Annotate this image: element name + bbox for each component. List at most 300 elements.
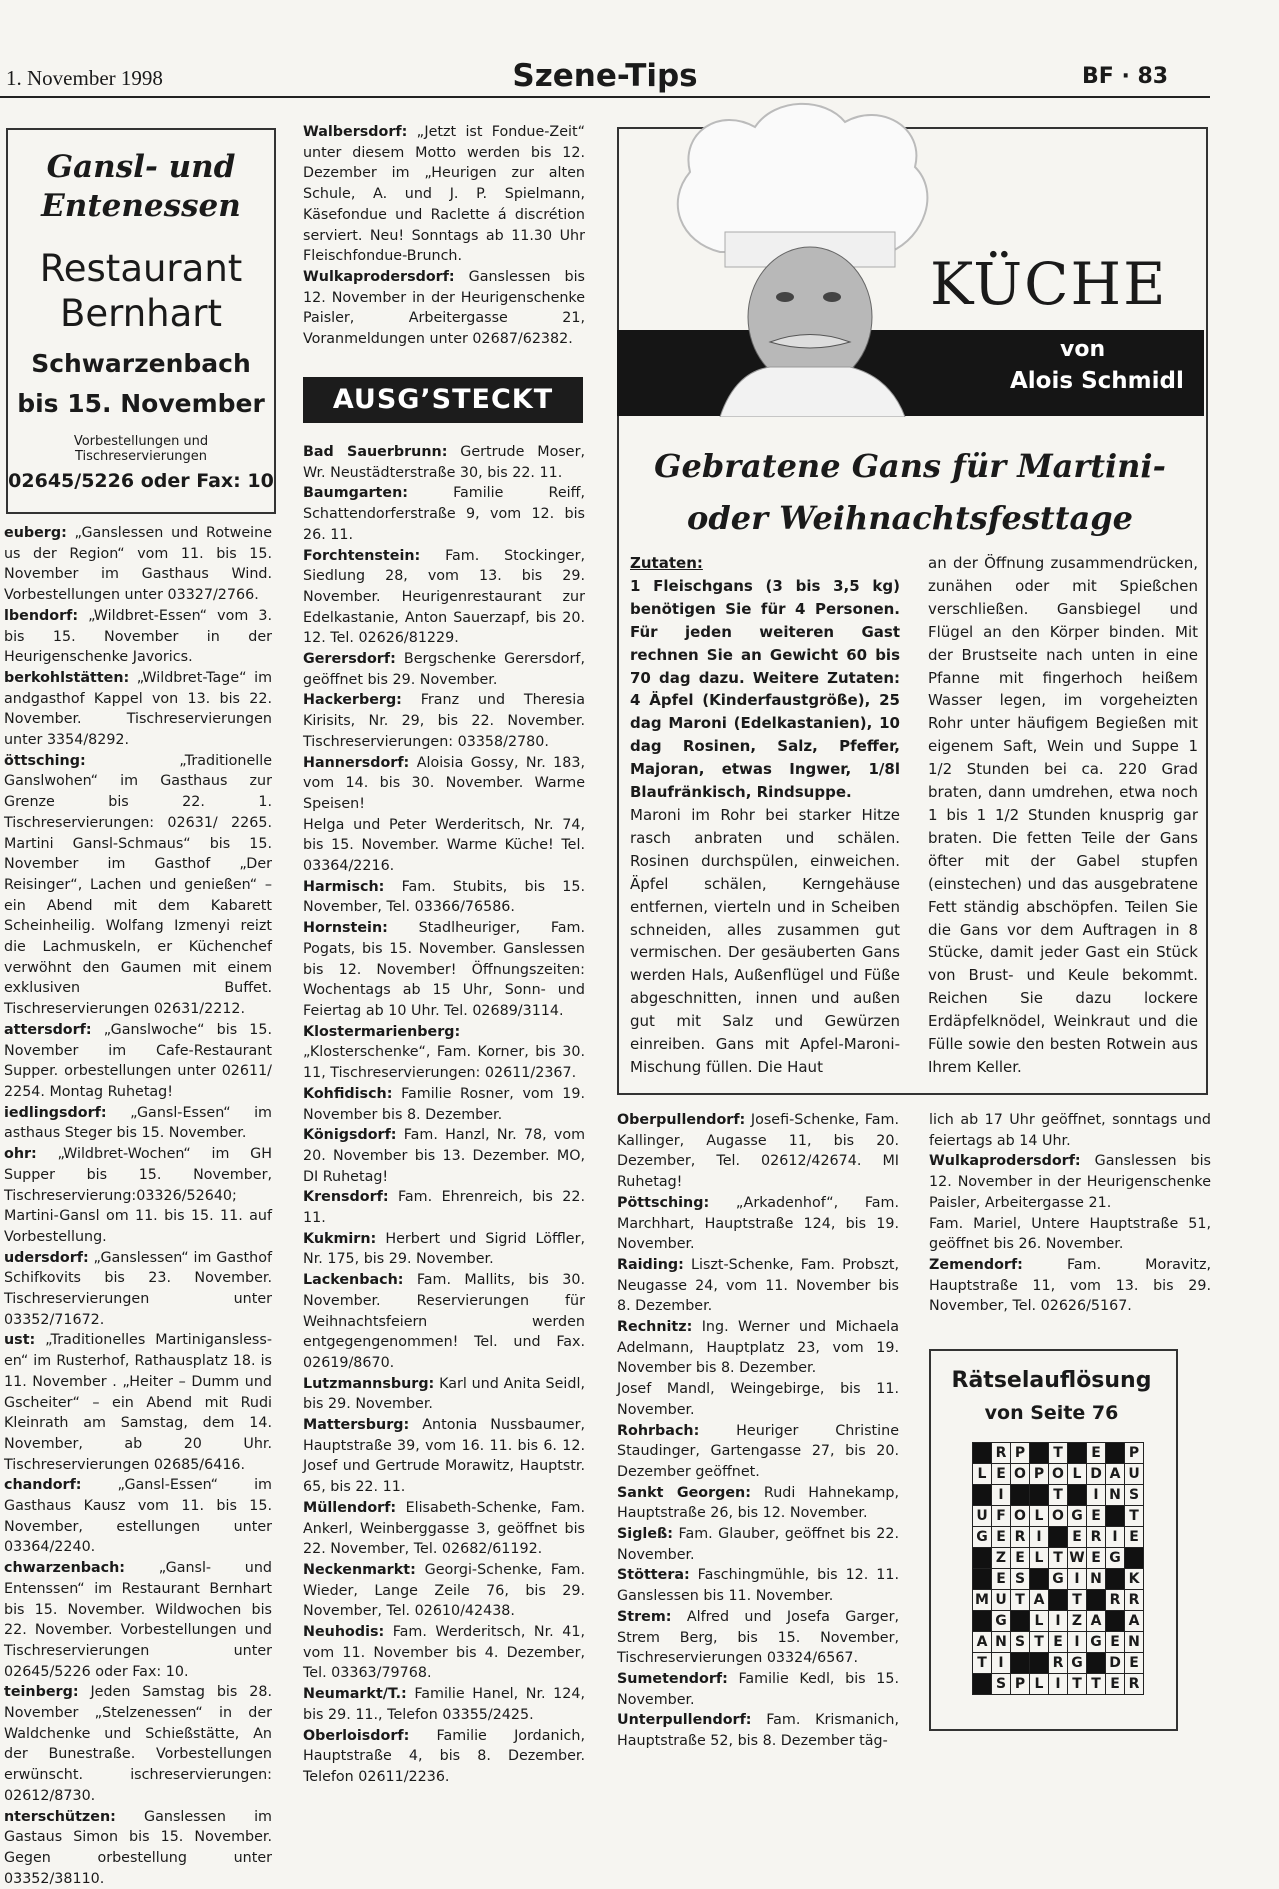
puzzle-letter-cell: E: [1125, 1527, 1144, 1548]
listing-place: Kukmirn:: [303, 1230, 377, 1247]
puzzle-letter-cell: I: [1068, 1632, 1087, 1653]
listing-place: Lutzmannsburg:: [303, 1375, 435, 1392]
puzzle-row: [973, 1485, 1144, 1506]
listing-text: Familie Hanel, Nr. 124, bis 29. 11., Telefon 03355/2425.: [303, 1686, 585, 1723]
puzzle-letter-cell: A: [1106, 1464, 1125, 1485]
listing-place: iedlingsdorf:: [4, 1104, 107, 1121]
puzzle-black-cell: [1011, 1485, 1030, 1506]
listing-entry: [4, 1103, 272, 1144]
listing-entry: [303, 483, 585, 545]
listing-entry: [617, 1607, 899, 1669]
puzzle-letter-cell: E: [1125, 1653, 1144, 1674]
puzzle-black-cell: [1011, 1653, 1030, 1674]
puzzle-black-cell: [973, 1611, 992, 1632]
puzzle-black-cell: [1030, 1485, 1049, 1506]
listing-text: Jeden Samstag bis 28. November „Stelzenessen“ in der Waldchenke und Schießstätte, An der Bunestraße. Vorbestellungen erwünscht. ischreservierungen: 02612/8730.: [4, 1684, 272, 1804]
puzzle-letter-cell: E: [992, 1464, 1011, 1485]
puzzle-row: [973, 1464, 1144, 1485]
listing-entry: [617, 1110, 899, 1193]
puzzle-letter-cell: E: [992, 1569, 1011, 1590]
listing-text: Fam. Mariel, Untere Hauptstraße 51, geöffnet bis 26. November.: [929, 1215, 1211, 1253]
puzzle-black-cell: [1106, 1569, 1125, 1590]
listing-place: chandorf:: [4, 1477, 82, 1494]
listing-place: Wulkaprodersdorf:: [303, 268, 455, 285]
puzzle-letter-cell: R: [992, 1443, 1011, 1464]
puzzle-letter-cell: R: [1125, 1674, 1144, 1695]
puzzle-letter-cell: T: [1068, 1674, 1087, 1695]
puzzle-letter-cell: T: [1125, 1506, 1144, 1527]
listing-place: Stöttera:: [617, 1567, 690, 1584]
puzzle-letter-cell: S: [1125, 1485, 1144, 1506]
ingredients-text: 1 Fleischgans (3 bis 3,5 kg) benötigen Sie für 4 Personen. Für jeden weiteren Gast rechnen Sie an Gewicht 60 bis 70 dag dazu. Weitere Zutaten: 4 Äpfel (Kinderfaustgröße), 25 dag Maroni (Edelkastanien), 10 dag Rosinen, Salz, Pfeffer, Majoran, etwas Ingwer, 1/8l Blaufränkisch, Rindsuppe.: [630, 576, 900, 802]
puzzle-letter-cell: R: [1125, 1590, 1144, 1611]
listing-place: Königsdorf:: [303, 1127, 397, 1144]
listing-place: Sigleß:: [617, 1526, 674, 1543]
listing-text: „Arkadenhof“, Fam. Marchhart, Hauptstraße 124, bis 19. November.: [617, 1194, 899, 1253]
listing-entry: [4, 1144, 272, 1248]
ad-headline-line1: Gansl- und: [46, 149, 236, 185]
section-title: Szene-Tips: [512, 58, 698, 94]
listing-text: lich ab 17 Uhr geöffnet, sonntags und feiertags ab 14 Uhr.: [929, 1112, 1211, 1149]
listing-place: attersdorf:: [4, 1021, 92, 1038]
puzzle-letter-cell: E: [1011, 1548, 1030, 1569]
recipe-right-column: [928, 552, 1198, 1079]
puzzle-letter-cell: I: [1068, 1569, 1087, 1590]
listing-entry: [617, 1483, 899, 1524]
puzzle-black-cell: [1030, 1569, 1049, 1590]
puzzle-letter-cell: E: [1087, 1548, 1106, 1569]
puzzle-letter-cell: P: [1030, 1464, 1049, 1485]
listing-entry: [303, 1622, 585, 1684]
puzzle-letter-cell: S: [1011, 1569, 1030, 1590]
listing-place: Bad Sauerbrunn:: [303, 444, 448, 460]
listing-entry: [303, 1684, 585, 1725]
puzzle-letter-cell: U: [1125, 1464, 1144, 1485]
listing-place: Oberloisdorf:: [303, 1727, 410, 1744]
header-date: 1. November 1998: [6, 66, 163, 90]
puzzle-letter-cell: I: [1106, 1527, 1125, 1548]
recipe-title-line1: Gebratene Gans für Martini-: [654, 447, 1166, 485]
puzzle-black-cell: [973, 1548, 992, 1569]
ad-name-line2: Bernhart: [59, 292, 222, 335]
puzzle-letter-cell: T: [1049, 1443, 1068, 1464]
listing-text: Familie Jordanich, Hauptstraße 4, bis 8. Dezember. Telefon 02611/2236.: [303, 1727, 585, 1785]
listing-entry: [617, 1317, 899, 1379]
listing-place: teinberg:: [4, 1684, 79, 1701]
listing-entry: [4, 606, 272, 668]
listing-entry: [303, 546, 585, 650]
listing-text: Ganslessen im Gastaus Simon bis 15. November. Gegen orbestellung unter 03352/38110.: [4, 1808, 272, 1887]
recipe-title: [640, 440, 1180, 544]
puzzle-letter-cell: T: [1068, 1590, 1087, 1611]
puzzle-black-cell: [1106, 1443, 1125, 1464]
puzzle-letter-cell: T: [1087, 1674, 1106, 1695]
listing-text: Familie Reiff, Schattendorferstraße 9, vom 12. bis 26. 11.: [303, 485, 585, 543]
puzzle-letter-cell: D: [1106, 1653, 1125, 1674]
puzzle-letter-cell: A: [973, 1632, 992, 1653]
puzzle-letter-cell: I: [992, 1653, 1011, 1674]
listing-entry: [617, 1255, 899, 1317]
listing-entry: [303, 918, 585, 1022]
listing-place: Hannersdorf:: [303, 754, 410, 771]
recipe-steps-right: an der Öffnung zusammendrücken, zunähen oder mit Spießchen verschließen. Gansbiegel und Flügel an den Körper binden. Mit der Brustseite nach unten in eine Pfanne mit fingerhoch heißem Wasser legen, im vorgeheizten Rohr unter häufigem Begießen mit eigenem Saft, Wein und Suppe 1 1/2 Stunden bei ca. 220 Grad braten, dann umdrehen, etwa noch 1 bis 1 1/2 Stunden knusprig gar braten. Die fetten Teile der Gans öfter mit der Gabel stupfen (einstechen) und das ausgebratene Fett ständig abschöpfen. Teilen Sie die Gans vor dem Auftragen in 8 Stücke, damit jeder Gast ein Stück von Brust- und Keule bekommt. Reichen Sie dazu lockere Erdäpfelknödel, Weinkraut und die Fülle sowie den besten Rotwein aus Ihrem Keller.: [928, 554, 1198, 1076]
listing-text: Josef Mandl, Weingebirge, bis 11. November.: [617, 1381, 899, 1418]
listing-place: nterschützen:: [4, 1808, 116, 1825]
puzzle-subtitle: von Seite 76: [984, 1402, 1119, 1424]
listing-text: Fam. Moravitz, Hauptstraße 11, vom 13. bis 29. November, Tel. 02626/5167.: [929, 1256, 1211, 1315]
puzzle-letter-cell: G: [973, 1527, 992, 1548]
listing-entry: [929, 1255, 1211, 1317]
listing-entry: [303, 267, 585, 350]
puzzle-letter-cell: P: [1011, 1443, 1030, 1464]
puzzle-letter-cell: T: [1049, 1485, 1068, 1506]
puzzle-black-cell: [973, 1443, 992, 1464]
listing-place: Forchtenstein:: [303, 547, 421, 564]
listing-text: Fam. Stubits, bis 15. November, Tel. 03366/76586.: [303, 878, 585, 916]
puzzle-letter-cell: P: [1125, 1443, 1144, 1464]
listing-entry: [617, 1421, 899, 1483]
listing-entry: [4, 751, 272, 1020]
puzzle-black-cell: [1087, 1653, 1106, 1674]
puzzle-letter-cell: W: [1068, 1548, 1087, 1569]
puzzle-black-cell: [1030, 1653, 1049, 1674]
listing-entry: [929, 1151, 1211, 1213]
listing-text: Josefi-Schenke, Fam. Kallinger, Augasse 11, bis 20. Dezember, Tel. 02612/42674. MI Ruhetag!: [617, 1112, 899, 1191]
puzzle-letter-cell: T: [973, 1653, 992, 1674]
listing-text: „Traditionelle Ganslwohen“ im Gasthaus zur Grenze bis 22. 1. Tischreservierungen: 02631/ 2265. Martini Gansl-Schmaus“ bis 15. November im Gasthof „Der Reisinger“, Lachen und genießen“ – ein Abend mit dem Kabarett Scheinheilig. Wolfang Izmenyi reizt die Lachmuskeln, er Küchenchef verwöhnt den Gaumen mit einem exklusiven Buffet. Tischreservierungen 02631/2212.: [4, 752, 272, 1018]
listing-entry: [303, 1187, 585, 1228]
listing-entry: [303, 1415, 585, 1498]
author-name: Alois Schmidl: [1010, 368, 1184, 394]
listing-text: Ganslessen bis 12. November in der Heurigenschenke Paisler, Arbeitergasse 21, Voranmeldungen unter 02687/62382.: [303, 268, 585, 348]
puzzle-letter-cell: G: [1068, 1506, 1087, 1527]
ad-name-line1: Restaurant: [39, 247, 243, 290]
puzzle-letter-cell: S: [992, 1674, 1011, 1695]
puzzle-letter-cell: R: [1011, 1527, 1030, 1548]
listing-place: lbendorf:: [4, 607, 79, 624]
listing-place: Strem:: [617, 1608, 672, 1625]
ad-headline-line2: Entenessen: [41, 188, 241, 224]
puzzle-letter-cell: L: [1030, 1548, 1049, 1569]
listing-entry: [617, 1379, 899, 1420]
listing-place: Neuhodis:: [303, 1624, 385, 1641]
listing-place: Rohrbach:: [617, 1422, 700, 1439]
listing-place: Oberpullendorf:: [617, 1112, 746, 1128]
listing-text: Fam. Glauber, geöffnet bis 22. November.: [617, 1526, 899, 1563]
listing-entry: [4, 1682, 272, 1806]
puzzle-letter-cell: L: [1068, 1464, 1087, 1485]
listing-text: Ing. Werner und Michaela Adelmann, Hauptplatz 23, vom 19. November bis 8. Dezember.: [617, 1319, 899, 1377]
puzzle-grid: [972, 1442, 1144, 1695]
listing-place: Raiding:: [617, 1256, 684, 1273]
puzzle-black-cell: [1049, 1527, 1068, 1548]
listing-place: Hackerberg:: [303, 692, 402, 709]
listing-place: Harmisch:: [303, 878, 385, 895]
listing-entry: [617, 1565, 899, 1606]
listing-text: „Jetzt ist Fondue-Zeit“ unter diesem Motto werden bis 12. Dezember im „Heurigen zur alten Schule, A. und J. P. Spielmann, Käsefondue und Raclette á discrétion serviert. Neu! Sonntags ab 11.30 Uhr Fleischfondue-Brunch.: [303, 124, 585, 265]
listing-place: Krensdorf:: [303, 1189, 389, 1206]
listing-entry: [303, 877, 585, 918]
puzzle-letter-cell: O: [1011, 1464, 1030, 1485]
puzzle-black-cell: [973, 1485, 992, 1506]
listing-entry: [4, 1558, 272, 1682]
puzzle-letter-cell: I: [1049, 1674, 1068, 1695]
header-rule: [0, 96, 1210, 98]
listing-text: Antonia Nussbaumer, Hauptstraße 39, vom 16. 11. bis 6. 12. Josef und Gertrude Morawitz, Hauptstr. 65, bis 22. 11.: [303, 1417, 585, 1496]
listing-place: Kohfidisch:: [303, 1085, 393, 1102]
puzzle-letter-cell: O: [1049, 1464, 1068, 1485]
listing-text: Heuriger Christine Staudinger, Gartengasse 27, bis 20. Dezember geöffnet.: [617, 1422, 899, 1480]
listing-text: „Gansl-Essen“ im asthaus Steger bis 15. November.: [4, 1104, 272, 1142]
listing-place: Neckenmarkt:: [303, 1561, 416, 1578]
listing-text: Alfred und Josefa Garger, Strem Berg, bis 15. November, Tischreservierungen 03324/6567.: [617, 1608, 899, 1667]
listing-place: Mattersburg:: [303, 1417, 410, 1434]
puzzle-letter-cell: E: [1049, 1632, 1068, 1653]
puzzle-letter-cell: T: [1049, 1548, 1068, 1569]
puzzle-letter-cell: E: [1106, 1632, 1125, 1653]
listing-place: chwarzenbach:: [4, 1560, 126, 1577]
listing-entry: [929, 1110, 1211, 1151]
listing-entry: [4, 1020, 272, 1103]
puzzle-black-cell: [1030, 1443, 1049, 1464]
puzzle-letter-cell: L: [973, 1464, 992, 1485]
listing-entry: [303, 1229, 585, 1270]
listing-place: Sankt Georgen:: [617, 1484, 751, 1501]
puzzle-row: [973, 1653, 1144, 1674]
ad-phone: 02645/5226 oder Fax: 10: [8, 470, 274, 492]
restaurant-ad: [6, 128, 276, 514]
puzzle-letter-cell: L: [1030, 1674, 1049, 1695]
ausgsteckt-banner: AUSG’STECKT: [303, 377, 583, 423]
listing-text: Ganslessen bis 12. November in der Heurigenschenke Paisler, Arbeitergasse 21.: [929, 1153, 1211, 1211]
puzzle-black-cell: [1068, 1485, 1087, 1506]
listing-text: Gertrude Moser, Wr. Neustädterstraße 30, bis 22. 11.: [303, 444, 585, 481]
puzzle-letter-cell: R: [1049, 1653, 1068, 1674]
listing-entry: [303, 1022, 585, 1084]
puzzle-black-cell: [1068, 1443, 1087, 1464]
puzzle-letter-cell: E: [1106, 1674, 1125, 1695]
puzzle-row: [973, 1569, 1144, 1590]
puzzle-black-cell: [973, 1569, 992, 1590]
listing-place: Walbersdorf:: [303, 124, 408, 140]
listing-place: Zemendorf:: [929, 1256, 1023, 1273]
puzzle-letter-cell: T: [1011, 1590, 1030, 1611]
listing-text: Fam. Werderitsch, Nr. 41, vom 11. November bis 4. Dezember, Tel. 03363/79768.: [303, 1624, 585, 1682]
listing-place: ohr:: [4, 1146, 37, 1163]
puzzle-row: [973, 1506, 1144, 1527]
puzzle-black-cell: [1087, 1590, 1106, 1611]
listing-entry: [4, 1475, 272, 1558]
listing-text: Aloisia Gossy, Nr. 183, vom 14. bis 30. November. Warme Speisen!: [303, 754, 585, 812]
listing-entry: [617, 1524, 899, 1565]
puzzle-letter-cell: D: [1087, 1464, 1106, 1485]
listing-place: Pöttsching:: [617, 1194, 710, 1211]
listing-place: Müllendorf:: [303, 1499, 397, 1516]
listing-place: berkohlstätten:: [4, 669, 130, 686]
chef-photo: [660, 92, 950, 417]
listing-place: Neumarkt/T.:: [303, 1686, 407, 1703]
listing-text: Familie Rosner, vom 19. November bis 8. Dezember.: [303, 1085, 585, 1123]
puzzle-letter-cell: U: [973, 1506, 992, 1527]
listings-column-4: [929, 1110, 1211, 1317]
recipe-column-title: KÜCHE: [930, 250, 1168, 318]
puzzle-black-cell: [1049, 1590, 1068, 1611]
puzzle-letter-cell: Z: [992, 1548, 1011, 1569]
listing-place: euberg:: [4, 525, 67, 541]
puzzle-row: [973, 1632, 1144, 1653]
listing-entry: [4, 668, 272, 751]
listing-entry: [4, 1330, 272, 1475]
listing-text: „Klosterschenke“, Fam. Korner, bis 30. 11, Tischreservierungen: 02611/2367.: [303, 1044, 585, 1082]
listing-place: udersdorf:: [4, 1249, 89, 1266]
puzzle-black-cell: [1125, 1548, 1144, 1569]
listing-text: Herbert und Sigrid Löffler, Nr. 175, bis 29. November.: [303, 1230, 585, 1268]
puzzle-letter-cell: N: [992, 1632, 1011, 1653]
author-von: von: [1060, 337, 1106, 362]
listing-place: Wulkaprodersdorf:: [929, 1153, 1081, 1170]
puzzle-letter-cell: O: [1011, 1506, 1030, 1527]
puzzle-letter-cell: I: [1049, 1611, 1068, 1632]
listing-entry: [303, 1084, 585, 1125]
listing-entry: [303, 815, 585, 877]
listing-entry: [303, 1726, 585, 1788]
puzzle-letter-cell: G: [992, 1611, 1011, 1632]
listings-column-2: [303, 122, 585, 350]
listing-text: Fam. Mallits, bis 30. November. Reservierungen für Weihnachtsfeiern werden entgegengenommen! Tel. und Fax. 02619/8670.: [303, 1272, 585, 1371]
puzzle-letter-cell: E: [992, 1527, 1011, 1548]
listing-entry: [929, 1214, 1211, 1255]
puzzle-letter-cell: G: [1106, 1548, 1125, 1569]
listings-column-3: [617, 1110, 899, 1752]
puzzle-letter-cell: N: [1087, 1569, 1106, 1590]
listing-text: Elisabeth-Schenke, Fam. Ankerl, Weinberggasse 3, geöffnet bis 22. November, Tel. 02682/61192.: [303, 1499, 585, 1558]
puzzle-letter-cell: Z: [1068, 1611, 1087, 1632]
ad-reservation-note: Vorbestellungen und Tischreservierungen: [73, 434, 209, 464]
listing-entry: [617, 1710, 899, 1751]
listing-place: Rechnitz:: [617, 1319, 693, 1336]
listing-text: „Wildbret-Wochen“ im GH Supper bis 15. November, Tischreservierung:03326/52640; Martini-Gansl om 11. bis 15. 11. auf Vorbestellung.: [4, 1146, 272, 1245]
recipe-title-line2: oder Weihnachtsfesttage: [687, 499, 1133, 537]
puzzle-letter-cell: A: [1087, 1611, 1106, 1632]
puzzle-black-cell: [1011, 1611, 1030, 1632]
listing-text: Fam. Stockinger, Siedlung 28, vom 13. bis 29. November. Heurigenrestaurant zur Edelkastanie, Anton Sauerzapf, bis 20. 12. Tel. 02626/81229.: [303, 547, 585, 647]
ad-restaurant-name: [8, 246, 274, 336]
puzzle-letter-cell: N: [1106, 1485, 1125, 1506]
puzzle-letter-cell: G: [1049, 1569, 1068, 1590]
ad-place: Schwarzenbach: [31, 349, 251, 378]
puzzle-letter-cell: L: [1030, 1611, 1049, 1632]
puzzle-letter-cell: E: [1068, 1527, 1087, 1548]
recipe-left-column: [630, 552, 900, 1079]
listing-text: Fam. Krismanich, Hauptstraße 52, bis 8. Dezember täg-: [617, 1712, 899, 1750]
listing-text: Liszt-Schenke, Fam. Probszt, Neugasse 24, vom 11. November bis 8. Dezember.: [617, 1256, 899, 1315]
puzzle-letter-cell: G: [1087, 1632, 1106, 1653]
listing-text: Stadlheuriger, Fam. Pogats, bis 15. November. Ganslessen bis 12. November! Öffnungszeiten: Wochentags ab 15 Uhr, Sonn- und Feiertag ab 10 Uhr. Tel. 02689/3114.: [303, 920, 585, 1019]
puzzle-row: [973, 1443, 1144, 1464]
listing-place: Lackenbach:: [303, 1272, 404, 1289]
listing-text: Franz und Theresia Kirisits, Nr. 29, bis 22. November. Tischreservierungen: 03358/2780.: [303, 692, 585, 750]
listings-column-1: [4, 523, 272, 1889]
ingredients-label: Zutaten:: [630, 554, 703, 572]
puzzle-black-cell: [973, 1674, 992, 1695]
listing-text: Georgi-Schenke, Fam. Wieder, Lange Zeile 76, bis 29. November, Tel. 02610/42438.: [303, 1561, 585, 1620]
listing-text: „Gansl-Essen“ im Gasthaus Kausz vom 11. bis 15. November, estellungen unter 03364/2240.: [4, 1477, 272, 1556]
puzzle-black-cell: [1106, 1611, 1125, 1632]
listing-entry: [303, 1374, 585, 1415]
listing-text: „Gansl- und Entenssen“ im Restaurant Bernhart bis 15. November. Wildwochen bis 22. November. Vorbestellungen und Tischreservierungen unter 02645/5226 oder Fax: 10.: [4, 1560, 272, 1680]
listing-entry: [303, 690, 585, 752]
puzzle-letter-cell: A: [1125, 1611, 1144, 1632]
page-number: BF · 83: [1082, 64, 1169, 89]
listing-text: Fam. Ehrenreich, bis 22. 11.: [303, 1189, 585, 1227]
listing-text: Fam. Hanzl, Nr. 78, vom 20. November bis 13. Dezember. MO, DI Ruhetag!: [303, 1127, 585, 1185]
listing-entry: [4, 1807, 272, 1889]
puzzle-letter-cell: M: [973, 1590, 992, 1611]
puzzle-black-cell: [1106, 1506, 1125, 1527]
listing-text: „Traditionelles Martinigansless-en“ im Rusterhof, Rathausplatz 18. is 11. November . „Heiter – Dumm und Gscheiter“ – ein Abend mit Rudi Kleinrath am Samstag, dem 14. November, ab 20 Uhr. Tischreservierungen 02685/6416.: [4, 1332, 272, 1473]
listing-entry: [303, 1125, 585, 1187]
puzzle-letter-cell: S: [1011, 1632, 1030, 1653]
puzzle-letter-cell: N: [1125, 1632, 1144, 1653]
puzzle-letter-cell: P: [1011, 1674, 1030, 1695]
listing-text: Karl und Anita Seidl, bis 29. November.: [303, 1375, 585, 1413]
puzzle-row: [973, 1611, 1144, 1632]
listing-entry: [617, 1193, 899, 1255]
heurigen-listings: [303, 442, 585, 1788]
listing-entry: [303, 442, 585, 483]
puzzle-row: [973, 1527, 1144, 1548]
listing-entry: [303, 1270, 585, 1374]
puzzle-letter-cell: K: [1125, 1569, 1144, 1590]
puzzle-letter-cell: U: [992, 1590, 1011, 1611]
listing-place: Unterpullendorf:: [617, 1712, 752, 1729]
listing-place: öttsching:: [4, 752, 86, 769]
puzzle-letter-cell: A: [1030, 1590, 1049, 1611]
listing-text: Bergschenke Gerersdorf, geöffnet bis 29. November.: [303, 651, 585, 688]
puzzle-letter-cell: I: [1030, 1527, 1049, 1548]
ad-headline: [8, 148, 274, 226]
listing-entry: [303, 1560, 585, 1622]
listing-place: Gerersdorf:: [303, 651, 396, 668]
listing-entry: [4, 1248, 272, 1331]
listing-entry: [617, 1669, 899, 1710]
listing-text: „Ganslessen“ im Gasthof Schifkovits bis 23. November. Tischreservierungen unter 03352/71672.: [4, 1249, 272, 1328]
listing-entry: [303, 1498, 585, 1560]
listing-text: „Wildbret-Essen“ vom 3. bis 15. November in der Heurigenschenke Javorics.: [4, 607, 272, 666]
puzzle-letter-cell: I: [1087, 1485, 1106, 1506]
puzzle-row: [973, 1674, 1144, 1695]
puzzle-letter-cell: T: [1030, 1632, 1049, 1653]
listing-text: Rudi Hahnekamp, Hauptstraße 26, bis 12. November.: [617, 1484, 899, 1522]
puzzle-letter-cell: O: [1049, 1506, 1068, 1527]
listing-text: Faschingmühle, bis 12. 11. Ganslessen bis 11. November.: [617, 1567, 899, 1605]
listing-entry: [303, 753, 585, 815]
puzzle-letter-cell: G: [1068, 1653, 1087, 1674]
puzzle-letter-cell: E: [1087, 1506, 1106, 1527]
listing-place: Sumetendorf:: [617, 1670, 728, 1687]
listing-text: „Ganslessen und Rotweine us der Region“ vom 11. bis 15. November im Gasthaus Wind. Vorbestellungen unter 03327/2766.: [4, 525, 272, 604]
listing-entry: [303, 122, 585, 267]
puzzle-letter-cell: R: [1106, 1590, 1125, 1611]
listing-text: „Ganslwoche“ bis 15. November im Cafe-Restaurant Supper. orbestellungen unter 02611/ 2254. Montag Ruhetag!: [4, 1021, 272, 1100]
listing-entry: [4, 523, 272, 606]
listing-entry: [303, 649, 585, 690]
puzzle-letter-cell: F: [992, 1506, 1011, 1527]
listing-text: „Wildbret-Tage“ im andgasthof Kappel von 13. bis 22. November. Tischreservierungen unter 3354/8292.: [4, 669, 272, 749]
listing-text: Familie Kedl, bis 15. November.: [617, 1670, 899, 1708]
puzzle-letter-cell: E: [1087, 1443, 1106, 1464]
listing-place: Klostermarienberg:: [303, 1023, 461, 1040]
